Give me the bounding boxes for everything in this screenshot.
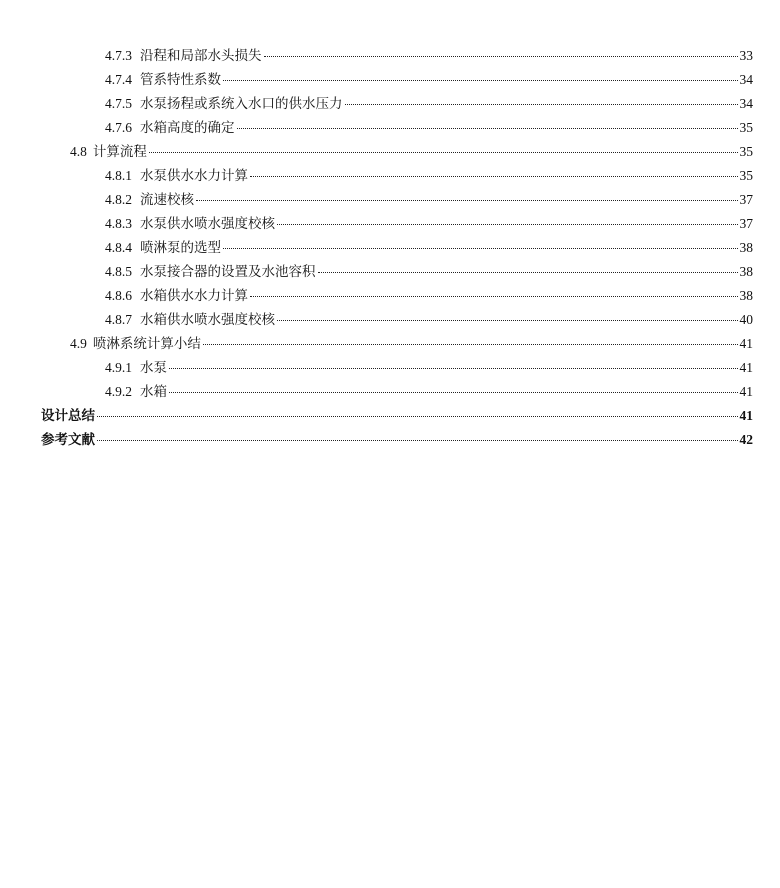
toc-entry-page: 37: [739, 192, 753, 207]
toc-leader-dots: [250, 176, 738, 177]
toc-entry-title: 水泵供水水力计算: [140, 168, 248, 183]
toc-entry-number: 4.8.3: [105, 216, 132, 231]
toc-entry-page: 35: [739, 168, 753, 183]
toc-entry-title: 喷淋系统计算小结: [92, 336, 201, 351]
toc-entry[interactable]: [105, 166, 753, 186]
toc-entry-number: 4.8.2: [105, 192, 132, 207]
toc-entry[interactable]: [41, 430, 753, 450]
toc-entry[interactable]: [105, 94, 753, 114]
toc-leader-dots: [149, 152, 738, 153]
toc-entry-number: 4.8: [70, 144, 87, 159]
toc-entry-title: 水泵: [140, 360, 167, 375]
toc-entry-page: 41: [739, 408, 753, 423]
toc-entry-title: 水箱供水喷水强度校核: [140, 312, 275, 327]
toc-entry[interactable]: [105, 382, 753, 402]
toc-entry-page: 38: [739, 264, 753, 279]
toc-entry-number: 4.8.7: [105, 312, 132, 327]
toc-entry-number: 4.7.3: [105, 48, 132, 63]
toc-entry-title: 水箱供水水力计算: [140, 288, 248, 303]
toc-entry-page: 41: [739, 360, 753, 375]
toc-entry-number: 4.7.5: [105, 96, 132, 111]
toc-leader-dots: [318, 272, 738, 273]
toc-entry-title: 水泵供水喷水强度校核: [140, 216, 275, 231]
toc-entry[interactable]: [105, 358, 753, 378]
toc-entry-page: 35: [739, 144, 753, 159]
toc-leader-dots: [223, 80, 738, 81]
toc-entry[interactable]: [105, 118, 753, 138]
toc-entry-page: 35: [739, 120, 753, 135]
toc-entry-page: 34: [739, 96, 753, 111]
toc-entry-page: 42: [739, 432, 753, 447]
toc-entry-page: 41: [739, 336, 753, 351]
toc-entry-title: 沿程和局部水头损失: [140, 48, 262, 63]
toc-entry-title: 参考文献: [41, 432, 95, 447]
toc-leader-dots: [277, 224, 738, 225]
toc-entry[interactable]: [105, 310, 753, 330]
toc-entry-page: 38: [739, 240, 753, 255]
toc-leader-dots: [237, 128, 738, 129]
toc-entry-number: 4.8.5: [105, 264, 132, 279]
toc-entry-title: 管系特性系数: [140, 72, 221, 87]
toc-entry[interactable]: [70, 334, 753, 354]
toc-leader-dots: [196, 200, 738, 201]
toc-entry[interactable]: [70, 142, 753, 162]
toc-entry[interactable]: [105, 70, 753, 90]
toc-leader-dots: [169, 368, 738, 369]
toc-entry-page: 41: [739, 384, 753, 399]
toc-leader-dots: [169, 392, 738, 393]
toc-entry-page: 33: [739, 48, 753, 63]
toc-entry[interactable]: [105, 238, 753, 258]
toc-entry-title: 喷淋泵的选型: [140, 240, 221, 255]
toc-leader-dots: [203, 344, 738, 345]
toc-entry-title: 水箱: [140, 384, 167, 399]
toc-entry-number: 4.9.1: [105, 360, 132, 375]
toc-entry-page: 34: [739, 72, 753, 87]
toc-leader-dots: [345, 104, 738, 105]
toc-entry[interactable]: [105, 46, 753, 66]
toc-entry-title: 流速校核: [140, 192, 194, 207]
toc-entry-title: 水箱高度的确定: [140, 120, 235, 135]
toc-entry[interactable]: [41, 406, 753, 426]
toc-entry[interactable]: [105, 262, 753, 282]
toc-entry-title: 计算流程: [92, 144, 147, 159]
toc-entry[interactable]: [105, 286, 753, 306]
toc-entry[interactable]: [105, 190, 753, 210]
toc-entry-number: 4.8.4: [105, 240, 132, 255]
toc-leader-dots: [97, 416, 738, 417]
toc-entry-number: 4.9: [70, 336, 87, 351]
toc-entry[interactable]: [105, 214, 753, 234]
toc-entry-title: 水泵扬程或系统入水口的供水压力: [140, 96, 343, 111]
toc-leader-dots: [223, 248, 738, 249]
toc-entry-number: 4.9.2: [105, 384, 132, 399]
toc-entry-title: 水泵接合器的设置及水池容积: [140, 264, 316, 279]
toc-leader-dots: [277, 320, 738, 321]
toc-leader-dots: [97, 440, 738, 441]
toc-leader-dots: [250, 296, 738, 297]
toc-entry-number: 4.8.6: [105, 288, 132, 303]
toc-entry-page: 40: [739, 312, 753, 327]
toc-entry-number: 4.8.1: [105, 168, 132, 183]
toc-entry-page: 37: [739, 216, 753, 231]
toc-leader-dots: [264, 56, 738, 57]
toc-entry-number: 4.7.4: [105, 72, 132, 87]
toc-entry-number: 4.7.6: [105, 120, 132, 135]
toc-entry-title: 设计总结: [41, 408, 95, 423]
toc-entry-page: 38: [739, 288, 753, 303]
